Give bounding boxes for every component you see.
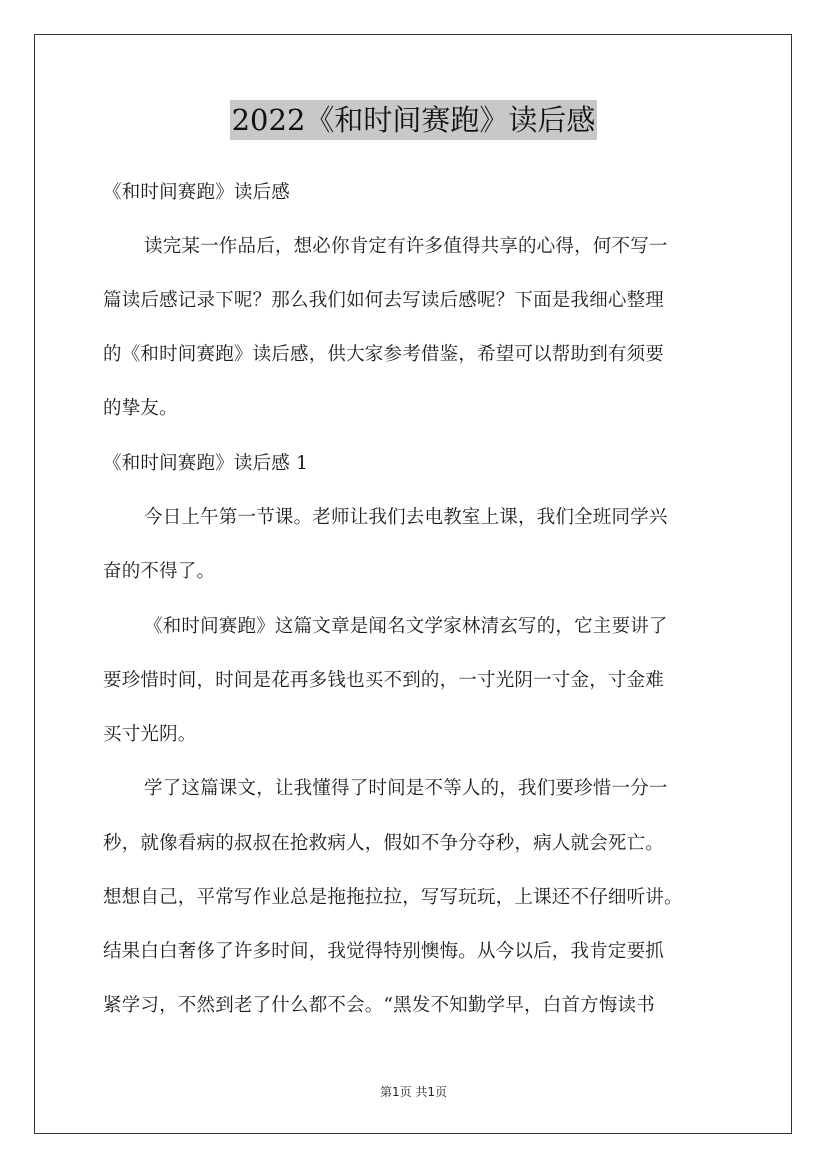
body-line: 篇读后感记录下呢？那么我们如何去写读后感呢？下面是我细心整理	[103, 290, 665, 311]
section-heading: 《和时间赛跑》读后感 1	[103, 453, 309, 474]
body-line: 买寸光阴。	[103, 724, 197, 745]
body-line: 紧学习，不然到老了什么都不会。“黑发不知勤学早，白首方悔读书	[103, 995, 655, 1016]
body-line: 的《和时间赛跑》读后感，供大家参考借鉴，希望可以帮助到有须要	[103, 344, 665, 365]
body-line: 读完某一作品后，想必你肯定有许多值得共享的心得，何不写一	[144, 236, 668, 257]
body-line: 想想自己，平常写作业总是拖拖拉拉，写写玩玩，上课还不仔细听讲。	[103, 887, 683, 908]
body-line: 今日上午第一节课。老师让我们去电教室上课，我们全班同学兴	[144, 507, 668, 528]
body-line: 秒，就像看病的叔叔在抢救病人，假如不争分夺秒，病人就会死亡。	[103, 833, 665, 854]
body-line: 学了这篇课文，让我懂得了时间是不等人的，我们要珍惜一分一	[144, 778, 668, 799]
page-footer: 第1页 共1页	[379, 1085, 448, 1099]
subtitle-line: 《和时间赛跑》读后感	[103, 182, 291, 203]
title-wrap	[0, 100, 827, 140]
document-title: 2022《和时间赛跑》读后感	[230, 100, 598, 140]
body-line: 的挚友。	[103, 398, 178, 419]
body-line: 《和时间赛跑》这篇文章是闻名文学家林清玄写的，它主要讲了	[144, 616, 668, 637]
body-line: 奋的不得了。	[103, 561, 216, 582]
body-line: 要珍惜时间，时间是花再多钱也买不到的，一寸光阴一寸金，寸金难	[103, 670, 665, 691]
body-line: 结果白白奢侈了许多时间，我觉得特别懊悔。从今以后，我肯定要抓	[103, 941, 665, 962]
